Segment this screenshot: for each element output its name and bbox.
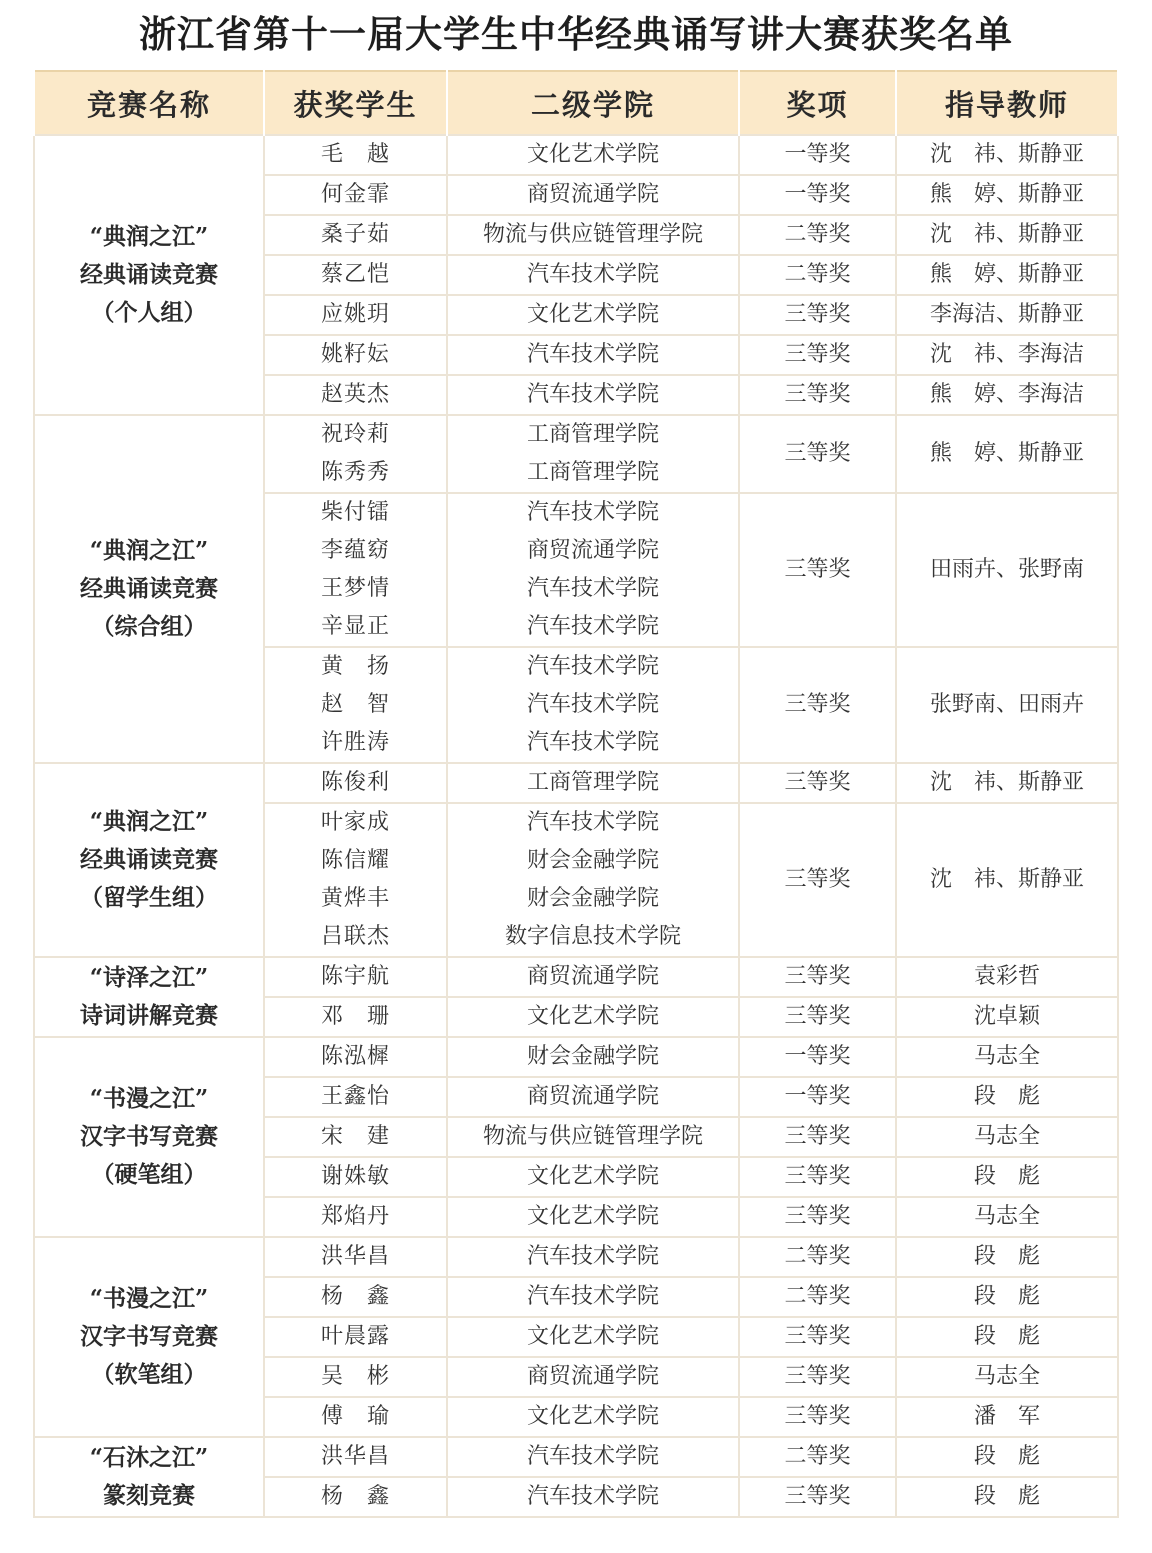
award-cell: 三等奖 — [739, 1117, 896, 1157]
student-name: 叶晨露 — [320, 1324, 390, 1349]
college-name: 汽车技术学院 — [526, 342, 659, 367]
competition-cell — [34, 415, 264, 763]
college-name: 财会金融学院 — [526, 886, 659, 911]
teacher-cell: 熊 婷、斯静亚 — [896, 255, 1118, 295]
student-cell — [264, 493, 447, 647]
student-name: 辛显正 — [320, 614, 390, 639]
student-name: 叶家成 — [320, 810, 390, 835]
competition-line: “诗泽之江” — [89, 964, 209, 991]
student-name: 赵 智 — [320, 692, 390, 717]
award-cell: 三等奖 — [739, 1357, 896, 1397]
college-cell — [447, 295, 739, 335]
student-name: 桑子茹 — [320, 222, 390, 247]
competition-line: 经典诵读竞赛 — [80, 846, 218, 873]
teacher-cell: 段 彪 — [896, 1317, 1118, 1357]
award-cell: 三等奖 — [739, 1317, 896, 1357]
award-cell: 三等奖 — [739, 295, 896, 335]
competition-line: 经典诵读竞赛 — [80, 261, 218, 288]
student-cell — [264, 1477, 447, 1517]
student-name: 吴 彬 — [320, 1364, 390, 1389]
college-cell — [447, 175, 739, 215]
student-cell — [264, 415, 447, 493]
competition-line: （软笔组） — [91, 1361, 207, 1388]
teacher-cell: 沈 祎、斯静亚 — [896, 803, 1118, 957]
student-name: 洪华昌 — [320, 1444, 390, 1469]
college-name: 汽车技术学院 — [526, 262, 659, 287]
award-cell: 一等奖 — [739, 175, 896, 215]
student-name: 柴付镭 — [320, 500, 390, 525]
teacher-cell: 沈 祎、斯静亚 — [896, 763, 1118, 803]
college-cell — [447, 997, 739, 1037]
teacher-cell: 李海洁、斯静亚 — [896, 295, 1118, 335]
college-name: 汽车技术学院 — [526, 1484, 659, 1509]
award-cell: 三等奖 — [739, 1157, 896, 1197]
award-cell: 一等奖 — [739, 1077, 896, 1117]
college-name: 文化艺术学院 — [526, 1004, 659, 1029]
competition-cell — [34, 135, 264, 415]
student-name: 王梦情 — [320, 576, 390, 601]
student-name: 宋 建 — [320, 1124, 390, 1149]
teacher-cell: 马志全 — [896, 1037, 1118, 1077]
student-name: 陈信耀 — [320, 848, 390, 873]
college-cell — [447, 1357, 739, 1397]
teacher-cell: 沈 祎、李海洁 — [896, 335, 1118, 375]
student-cell — [264, 1237, 447, 1277]
award-cell: 三等奖 — [739, 1397, 896, 1437]
student-name: 陈秀秀 — [320, 460, 390, 485]
award-cell: 二等奖 — [739, 1237, 896, 1277]
college-name: 物流与供应链管理学院 — [482, 1124, 703, 1149]
student-name: 黄烨丰 — [320, 886, 390, 911]
college-name: 财会金融学院 — [526, 1044, 659, 1069]
student-name: 邓 珊 — [320, 1004, 390, 1029]
student-name: 李蕴窈 — [320, 538, 390, 563]
competition-line: （个人组） — [91, 299, 207, 326]
student-name: 吕联杰 — [320, 924, 390, 949]
college-name: 文化艺术学院 — [526, 1164, 659, 1189]
competition-cell — [34, 957, 264, 1037]
student-name: 应姚玥 — [320, 302, 390, 327]
student-cell — [264, 1277, 447, 1317]
college-name: 汽车技术学院 — [526, 500, 659, 525]
teacher-cell: 袁彩哲 — [896, 957, 1118, 997]
student-name: 祝玲莉 — [320, 422, 390, 447]
competition-line: 篆刻竞赛 — [103, 1482, 195, 1509]
college-name: 文化艺术学院 — [526, 1324, 659, 1349]
college-cell — [447, 647, 739, 763]
award-table — [33, 70, 1119, 1518]
competition-line: 汉字书写竞赛 — [80, 1323, 218, 1350]
teacher-cell: 段 彪 — [896, 1157, 1118, 1197]
college-cell — [447, 957, 739, 997]
college-cell — [447, 1437, 739, 1477]
student-cell — [264, 375, 447, 415]
award-cell: 三等奖 — [739, 335, 896, 375]
award-cell: 三等奖 — [739, 375, 896, 415]
award-cell: 三等奖 — [739, 1477, 896, 1517]
award-cell: 三等奖 — [739, 647, 896, 763]
college-cell — [447, 803, 739, 957]
award-cell: 三等奖 — [739, 415, 896, 493]
award-cell: 二等奖 — [739, 1437, 896, 1477]
teacher-cell: 段 彪 — [896, 1077, 1118, 1117]
award-cell: 三等奖 — [739, 803, 896, 957]
award-cell: 三等奖 — [739, 957, 896, 997]
teacher-cell: 潘 军 — [896, 1397, 1118, 1437]
competition-line: “典润之江” — [89, 808, 209, 835]
college-cell — [447, 1477, 739, 1517]
college-name: 工商管理学院 — [526, 460, 659, 485]
college-name: 商贸流通学院 — [526, 1364, 659, 1389]
student-cell — [264, 647, 447, 763]
award-cell: 三等奖 — [739, 763, 896, 803]
teacher-cell: 熊 婷、斯静亚 — [896, 175, 1118, 215]
student-name: 姚籽妘 — [320, 342, 390, 367]
award-cell: 三等奖 — [739, 493, 896, 647]
teacher-cell: 田雨卉、张野南 — [896, 493, 1118, 647]
award-cell: 一等奖 — [739, 135, 896, 175]
college-name: 工商管理学院 — [526, 770, 659, 795]
college-cell — [447, 493, 739, 647]
student-name: 黄 扬 — [320, 654, 390, 679]
student-name: 谢姝敏 — [320, 1164, 390, 1189]
college-cell — [447, 215, 739, 255]
student-cell — [264, 957, 447, 997]
table-row — [34, 1037, 1118, 1077]
college-name: 商贸流通学院 — [526, 1084, 659, 1109]
college-name: 数字信息技术学院 — [504, 924, 681, 949]
college-name: 财会金融学院 — [526, 848, 659, 873]
student-name: 何金霏 — [320, 182, 390, 207]
student-cell — [264, 255, 447, 295]
teacher-cell: 熊 婷、斯静亚 — [896, 415, 1118, 493]
college-cell — [447, 1077, 739, 1117]
student-name: 洪华昌 — [320, 1244, 390, 1269]
student-name: 赵英杰 — [320, 382, 390, 407]
table-row — [34, 763, 1118, 803]
competition-line: “典润之江” — [89, 223, 209, 250]
college-name: 汽车技术学院 — [526, 1444, 659, 1469]
student-cell — [264, 135, 447, 175]
student-cell — [264, 1117, 447, 1157]
award-cell: 三等奖 — [739, 997, 896, 1037]
college-cell — [447, 335, 739, 375]
teacher-cell: 沈卓颖 — [896, 997, 1118, 1037]
college-name: 商贸流通学院 — [526, 538, 659, 563]
student-cell — [264, 295, 447, 335]
competition-line: “书漫之江” — [89, 1285, 209, 1312]
college-cell — [447, 1157, 739, 1197]
college-name: 汽车技术学院 — [526, 1244, 659, 1269]
college-cell — [447, 763, 739, 803]
student-name: 蔡乙恺 — [320, 262, 390, 287]
college-name: 汽车技术学院 — [526, 614, 659, 639]
competition-cell — [34, 763, 264, 957]
student-name: 毛 越 — [320, 142, 390, 167]
college-name: 汽车技术学院 — [526, 810, 659, 835]
student-name: 许胜涛 — [320, 730, 390, 755]
header-student: 获奖学生 — [264, 71, 447, 135]
college-name: 汽车技术学院 — [526, 576, 659, 601]
student-cell — [264, 1317, 447, 1357]
college-cell — [447, 1397, 739, 1437]
competition-cell — [34, 1237, 264, 1437]
table-row — [34, 1237, 1118, 1277]
competition-line: “石沐之江” — [89, 1444, 209, 1471]
college-cell — [447, 375, 739, 415]
teacher-cell: 段 彪 — [896, 1437, 1118, 1477]
college-name: 商贸流通学院 — [526, 964, 659, 989]
student-name: 王鑫怡 — [320, 1084, 390, 1109]
student-name: 傅 瑜 — [320, 1404, 390, 1429]
college-cell — [447, 135, 739, 175]
college-name: 商贸流通学院 — [526, 182, 659, 207]
teacher-cell: 沈 祎、斯静亚 — [896, 215, 1118, 255]
teacher-cell: 马志全 — [896, 1357, 1118, 1397]
student-cell — [264, 997, 447, 1037]
competition-line: “典润之江” — [89, 537, 209, 564]
college-name: 汽车技术学院 — [526, 692, 659, 717]
award-cell: 二等奖 — [739, 215, 896, 255]
student-name: 郑焰丹 — [320, 1204, 390, 1229]
college-cell — [447, 1317, 739, 1357]
teacher-cell: 张野南、田雨卉 — [896, 647, 1118, 763]
student-name: 陈俊利 — [320, 770, 390, 795]
header-teacher: 指导教师 — [896, 71, 1118, 135]
award-cell: 二等奖 — [739, 1277, 896, 1317]
college-name: 文化艺术学院 — [526, 1204, 659, 1229]
student-cell — [264, 1157, 447, 1197]
table-row — [34, 957, 1118, 997]
teacher-cell: 沈 祎、斯静亚 — [896, 135, 1118, 175]
college-name: 文化艺术学院 — [526, 1404, 659, 1429]
student-name: 杨 鑫 — [320, 1284, 390, 1309]
student-cell — [264, 215, 447, 255]
page-title: 浙江省第十一届大学生中华经典诵写讲大赛获奖名单 — [139, 12, 1013, 56]
college-name: 文化艺术学院 — [526, 142, 659, 167]
award-cell: 一等奖 — [739, 1037, 896, 1077]
college-cell — [447, 415, 739, 493]
teacher-cell: 段 彪 — [896, 1237, 1118, 1277]
student-cell — [264, 803, 447, 957]
college-name: 汽车技术学院 — [526, 654, 659, 679]
competition-line: 经典诵读竞赛 — [80, 575, 218, 602]
header-award: 奖项 — [739, 71, 896, 135]
student-cell — [264, 1437, 447, 1477]
college-name: 物流与供应链管理学院 — [482, 222, 703, 247]
student-cell — [264, 1357, 447, 1397]
student-cell — [264, 175, 447, 215]
student-cell — [264, 1197, 447, 1237]
header-college: 二级学院 — [447, 71, 739, 135]
competition-line: 汉字书写竞赛 — [80, 1123, 218, 1150]
competition-cell — [34, 1437, 264, 1517]
teacher-cell: 段 彪 — [896, 1477, 1118, 1517]
teacher-cell: 马志全 — [896, 1117, 1118, 1157]
college-name: 工商管理学院 — [526, 422, 659, 447]
college-cell — [447, 255, 739, 295]
college-name: 汽车技术学院 — [526, 730, 659, 755]
competition-line: （留学生组） — [80, 884, 218, 911]
student-name: 陈宇航 — [320, 964, 390, 989]
teacher-cell: 熊 婷、李海洁 — [896, 375, 1118, 415]
student-name: 杨 鑫 — [320, 1484, 390, 1509]
competition-line: （综合组） — [91, 613, 207, 640]
college-cell — [447, 1277, 739, 1317]
student-cell — [264, 1037, 447, 1077]
award-cell: 二等奖 — [739, 255, 896, 295]
competition-line: （硬笔组） — [91, 1161, 207, 1188]
student-name: 陈泓樨 — [320, 1044, 390, 1069]
college-name: 汽车技术学院 — [526, 382, 659, 407]
college-name: 汽车技术学院 — [526, 1284, 659, 1309]
award-cell: 三等奖 — [739, 1197, 896, 1237]
student-cell — [264, 1077, 447, 1117]
college-cell — [447, 1037, 739, 1077]
college-name: 文化艺术学院 — [526, 302, 659, 327]
table-body — [34, 135, 1118, 1517]
header-competition: 竞赛名称 — [34, 71, 264, 135]
table-row — [34, 1437, 1118, 1477]
table-header-row — [34, 71, 1118, 135]
college-cell — [447, 1237, 739, 1277]
student-cell — [264, 763, 447, 803]
competition-line: “书漫之江” — [89, 1085, 209, 1112]
college-cell — [447, 1117, 739, 1157]
competition-line: 诗词讲解竞赛 — [80, 1002, 218, 1029]
competition-cell — [34, 1037, 264, 1237]
table-row — [34, 135, 1118, 175]
student-cell — [264, 335, 447, 375]
college-cell — [447, 1197, 739, 1237]
teacher-cell: 马志全 — [896, 1197, 1118, 1237]
student-cell — [264, 1397, 447, 1437]
teacher-cell: 段 彪 — [896, 1277, 1118, 1317]
table-row — [34, 415, 1118, 493]
